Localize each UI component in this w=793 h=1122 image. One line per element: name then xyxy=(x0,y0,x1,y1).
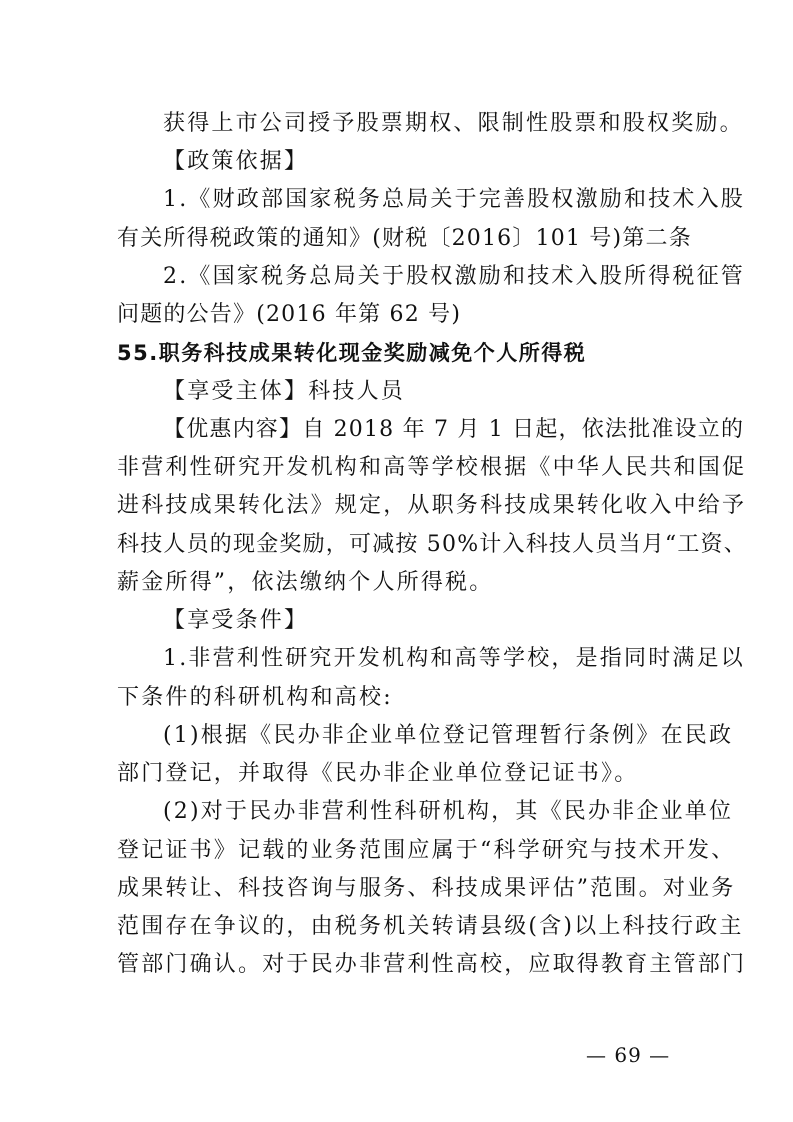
text-line: 范围存在争议的，由税务机关转请县级(含)以上科技行政主 xyxy=(117,914,744,939)
text-line: 管部门确认。对于民办非营利性高校，应取得教育主管部门 xyxy=(117,952,747,977)
section-label-conditions: 【享受条件】 xyxy=(163,608,309,633)
text-line: (1)根据《民办非企业单位登记管理暂行条例》在民政 xyxy=(163,723,734,748)
section-label-policy-basis: 【政策依据】 xyxy=(163,149,309,174)
text-line: 成果转让、科技咨询与服务、科技成果评估”范围。对业务 xyxy=(117,876,736,901)
text-line: 进科技成果转化法》规定，从职务科技成果转化收入中给予 xyxy=(117,493,747,518)
text-line: 科技人员的现金奖励，可减按 50%计入科技人员当月“工资、 xyxy=(117,532,747,557)
text-line: 1.《财政部国家税务总局关于完善股权激励和技术入股 xyxy=(163,187,745,212)
section-heading: 55.职务科技成果转化现金奖励减免个人所得税 xyxy=(117,341,587,365)
text-line: (2)对于民办非营利性科研机构，其《民办非企业单位 xyxy=(163,799,734,824)
text-line: 下条件的科研机构和高校: xyxy=(117,685,393,710)
text-line: 问题的公告》(2016 年第 62 号) xyxy=(117,302,462,327)
text-line: 【优惠内容】自 2018 年 7 月 1 日起，依法批准设立的 xyxy=(163,417,745,442)
text-line: 薪金所得”，依法缴纳个人所得税。 xyxy=(117,570,494,595)
text-line: 获得上市公司授予股票期权、限制性股票和股权奖励。 xyxy=(163,111,744,136)
text-line: 1.非营利性研究开发机构和高等学校，是指同时满足以 xyxy=(163,646,745,671)
page-number: — 69 — xyxy=(586,1043,671,1067)
section-label-beneficiary: 【享受主体】科技人员 xyxy=(163,379,406,404)
text-line: 有关所得税政策的通知》(财税〔2016〕101 号)第二条 xyxy=(117,226,692,251)
text-line: 非营利性研究开发机构和高等学校根据《中华人民共和国促 xyxy=(117,455,747,480)
text-line: 登记证书》记载的业务范围应属于“科学研究与技术开发、 xyxy=(117,838,736,863)
text-line: 部门登记，并取得《民办非企业单位登记证书》。 xyxy=(117,761,639,786)
text-line: 2.《国家税务总局关于股权激励和技术入股所得税征管 xyxy=(163,264,745,289)
